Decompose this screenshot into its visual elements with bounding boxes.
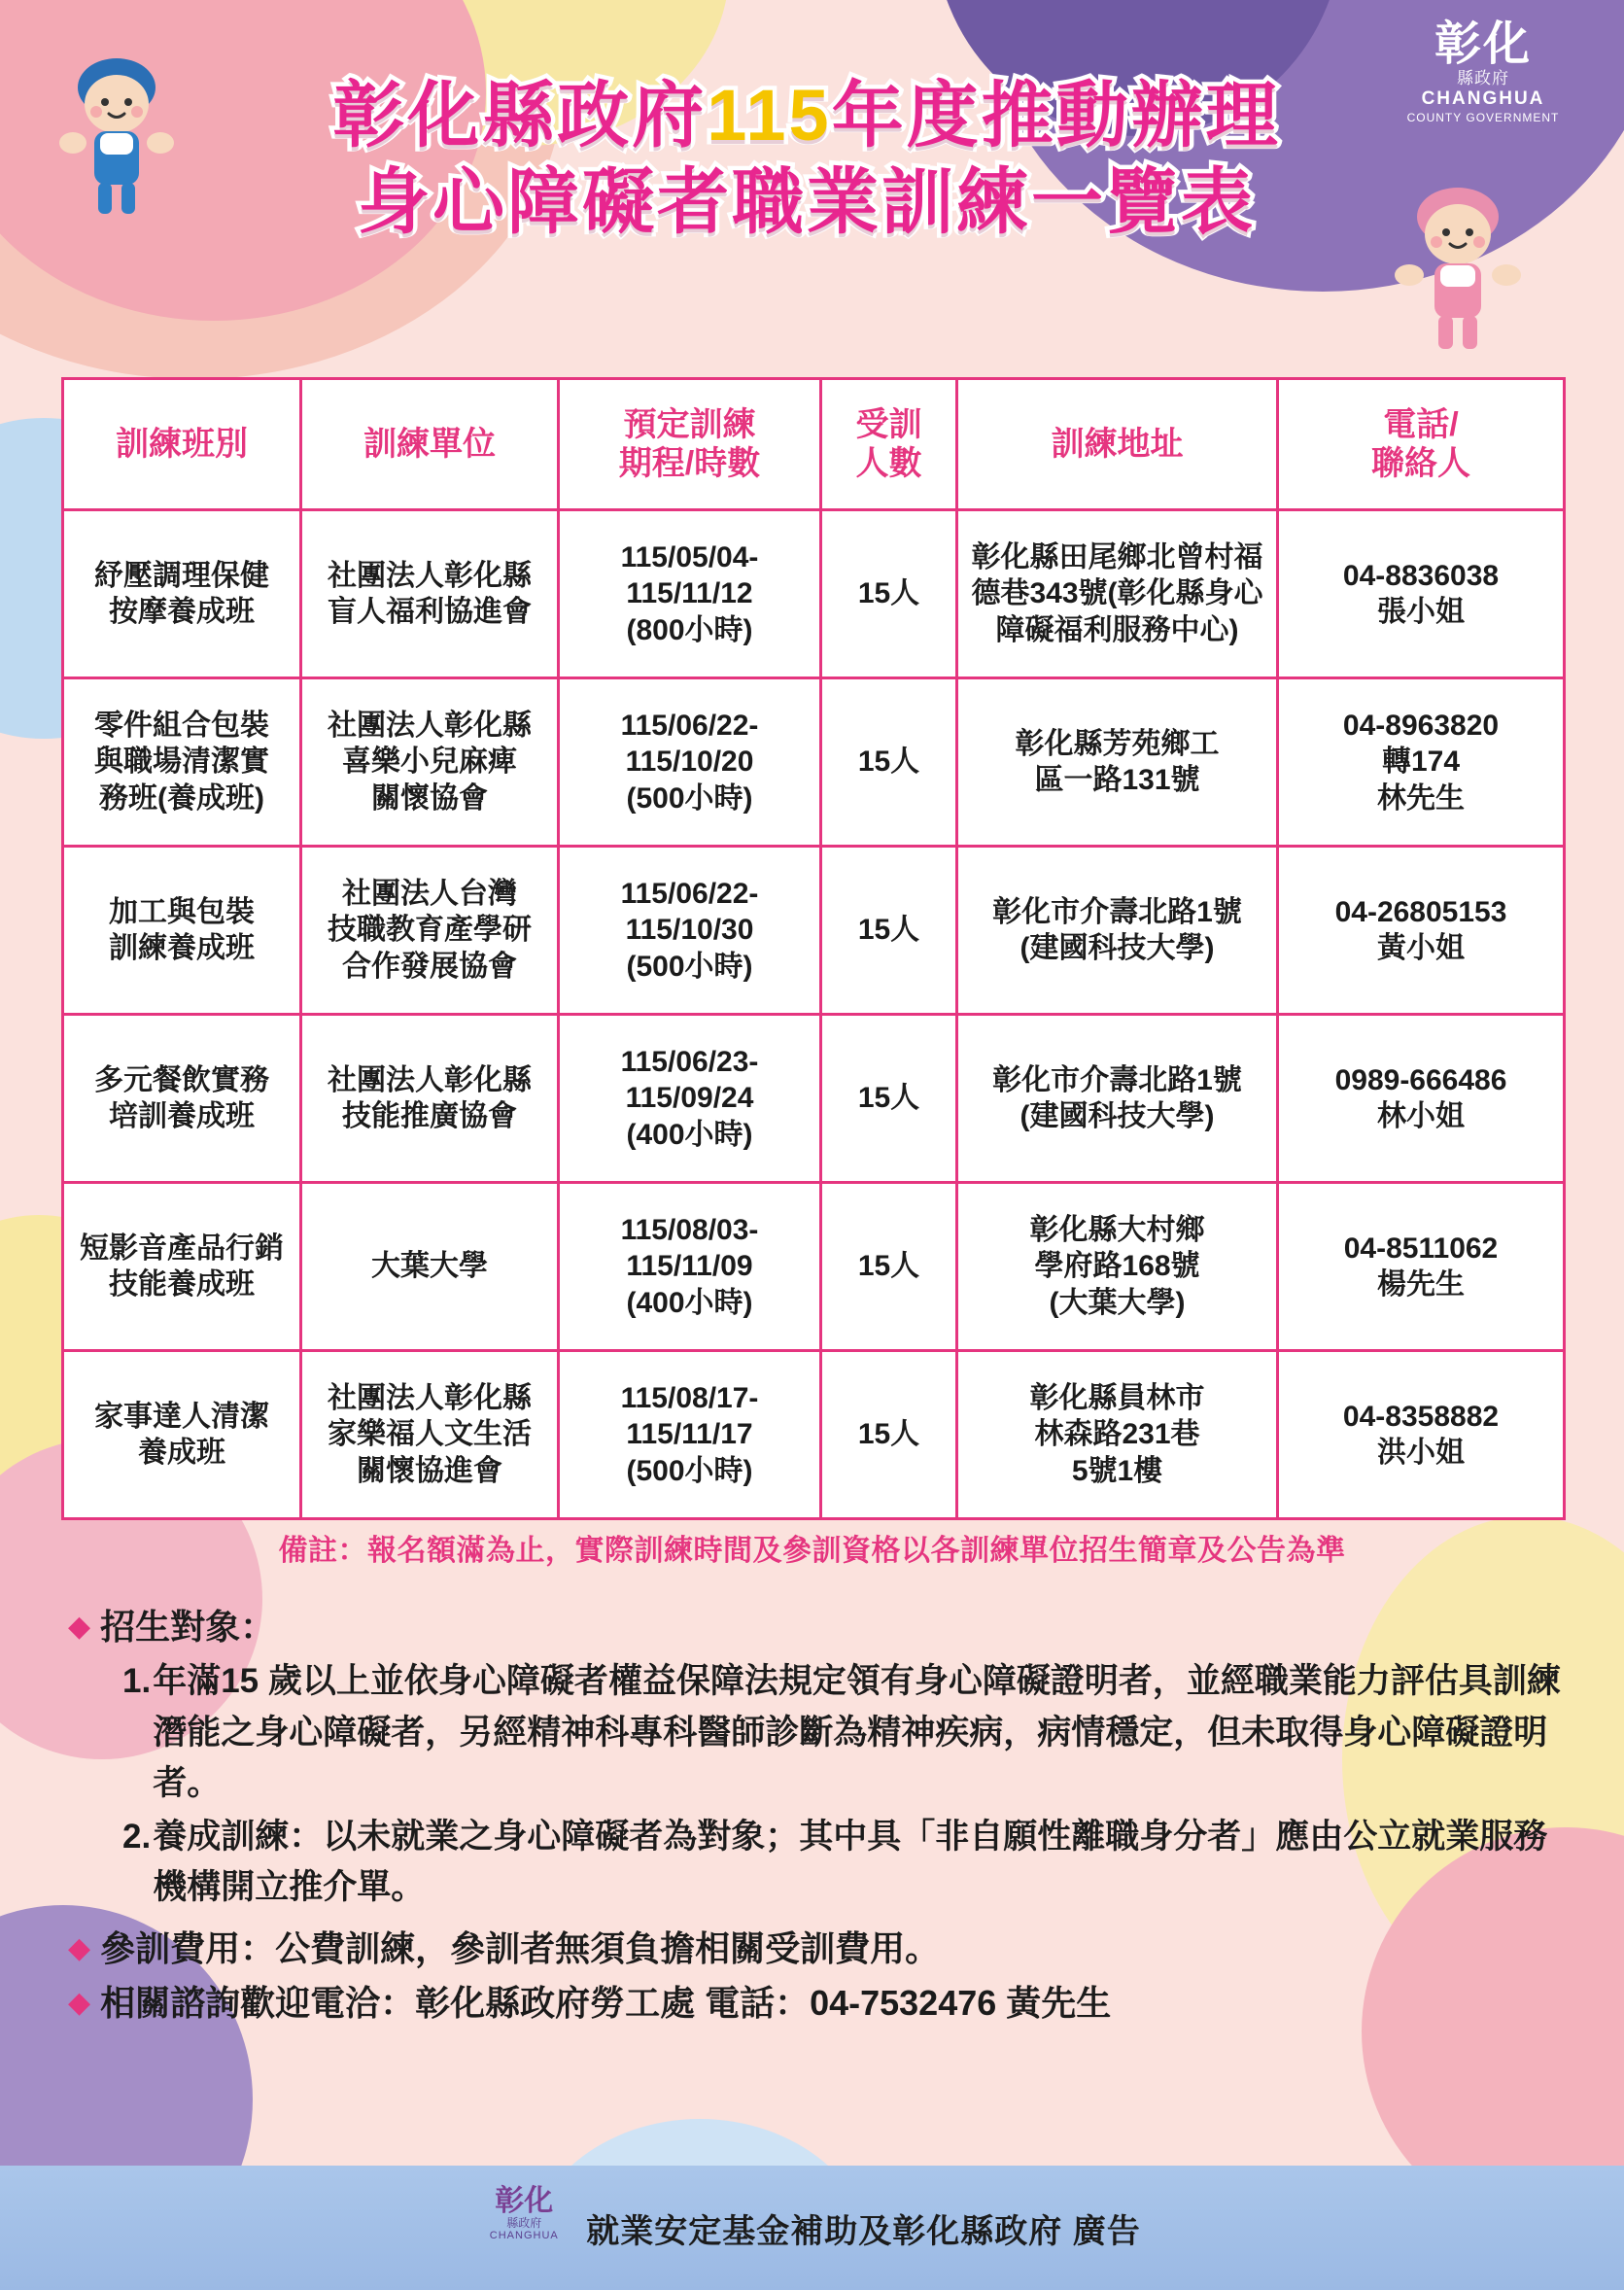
- poster-footer: [0, 2166, 1624, 2290]
- title-line-2: 身心障礙者職業訓練一覽表: [358, 160, 1256, 242]
- table-row: [63, 847, 1565, 1015]
- eligibility-item-1-number: 1.: [122, 1662, 152, 1701]
- column-header-contact: [1278, 379, 1565, 510]
- footer-text: 就業安定基金補助及彰化縣政府 廣告: [586, 2212, 1141, 2250]
- table-row: [63, 1351, 1565, 1519]
- cell-unit: 社團法人台灣 技職教育產學研 合作發展協會: [301, 847, 559, 1015]
- title-line-1: [194, 73, 1419, 159]
- cell-contact: 04-8511062 楊先生: [1278, 1183, 1565, 1351]
- cell-class-name: 加工與包裝 訓練養成班: [63, 847, 301, 1015]
- logo-chinese-sub: 縣政府: [1457, 69, 1509, 87]
- cell-period: 115/06/23- 115/09/24 (400小時): [559, 1015, 821, 1183]
- footer-logo-chinese: 彰化: [495, 2185, 554, 2217]
- column-header-period: [559, 379, 821, 510]
- cell-quota: 15人: [821, 1183, 957, 1351]
- column-header-period-line2: 期程/時數: [618, 445, 761, 482]
- eligibility-item-2-text: 養成訓練：以未就業之身心障礙者為對象；其中具「非自願性離職身分者」應由公立就業服務機構開立推介單。: [153, 1817, 1548, 1907]
- title-part-2: 年度推動辦理: [831, 75, 1281, 156]
- footer-logo-sub: 縣政府: [506, 2216, 542, 2230]
- cell-address: 彰化縣田尾鄉北曾村福 德巷343號(彰化縣身心 障礙福利服務中心): [957, 510, 1278, 678]
- eligibility-item-2-number: 2.: [122, 1817, 152, 1856]
- column-header-quota: [821, 379, 957, 510]
- mascot-left-icon: [53, 53, 180, 224]
- cell-class-name: 零件組合包裝 與職場清潔實 務班(養成班): [63, 678, 301, 847]
- eligibility-sub-list: [122, 1656, 1570, 1914]
- bullet-fee: [68, 1924, 1570, 1974]
- cell-address: 彰化縣員林市 林森路231巷 5號1樓: [957, 1351, 1278, 1519]
- cell-class-name: 多元餐飲實務 培訓養成班: [63, 1015, 301, 1183]
- title-part-1: 彰化縣政府: [332, 75, 708, 156]
- cell-quota: 15人: [821, 1015, 957, 1183]
- cell-class-name: 家事達人清潔 養成班: [63, 1351, 301, 1519]
- cell-unit: 社團法人彰化縣 家樂福人文生活 關懷協進會: [301, 1351, 559, 1519]
- column-header-class: 訓練班別: [63, 379, 301, 510]
- cell-address: 彰化縣大村鄉 學府路168號 (大葉大學): [957, 1183, 1278, 1351]
- cell-address: 彰化縣芳苑鄉工 區一路131號: [957, 678, 1278, 847]
- bullet-contact-text: 相關諮詢歡迎電洽：彰化縣政府勞工處 電話：04-7532476 黃先生: [100, 1982, 1112, 2023]
- table-note: 備註：報名額滿為止，實際訓練時間及參訓資格以各訓練單位招生簡章及公告為準: [278, 1535, 1346, 1567]
- bullet-contact: [68, 1978, 1570, 2029]
- eligibility-item-2: [122, 1812, 1570, 1914]
- column-header-period-line1: 預定訓練: [623, 405, 756, 443]
- training-table-container: [61, 377, 1563, 1520]
- cell-period: 115/06/22- 115/10/20 (500小時): [559, 678, 821, 847]
- column-header-unit: 訓練單位: [301, 379, 559, 510]
- diamond-icon-fee: ◆: [68, 1931, 91, 1964]
- cell-class-name: 紓壓調理保健 按摩養成班: [63, 510, 301, 678]
- table-row: [63, 510, 1565, 678]
- cell-period: 115/05/04- 115/11/12 (800小時): [559, 510, 821, 678]
- table-header-row: [63, 379, 1565, 510]
- cell-quota: 15人: [821, 847, 957, 1015]
- logo-english-name: CHANGHUA: [1421, 88, 1545, 110]
- cell-quota: 15人: [821, 510, 957, 678]
- cell-address: 彰化市介壽北路1號 (建國科技大學): [957, 847, 1278, 1015]
- column-header-quota-line1: 受訓: [855, 405, 922, 443]
- mascot-right-icon: [1390, 180, 1526, 360]
- changhua-county-logo: [1381, 18, 1585, 138]
- bullet-eligibility-title: 招生對象：: [100, 1607, 276, 1647]
- bullet-fee-text: 參訓費用：公費訓練，參訓者無須負擔相關受訓費用。: [100, 1927, 941, 1968]
- cell-period: 115/08/03- 115/11/09 (400小時): [559, 1183, 821, 1351]
- cell-contact: 04-8963820 轉174 林先生: [1278, 678, 1565, 847]
- poster-title: [194, 73, 1419, 246]
- table-row: [63, 678, 1565, 847]
- cell-contact: 04-8836038 張小姐: [1278, 510, 1565, 678]
- table-row: [63, 1183, 1565, 1351]
- logo-chinese-name: 彰化: [1434, 18, 1532, 70]
- cell-contact: 04-26805153 黃小姐: [1278, 847, 1565, 1015]
- eligibility-item-1: [122, 1656, 1570, 1810]
- diamond-icon-contact: ◆: [68, 1986, 91, 2019]
- cell-quota: 15人: [821, 1351, 957, 1519]
- cell-unit: 社團法人彰化縣 盲人福利協進會: [301, 510, 559, 678]
- column-header-contact-line2: 聯絡人: [1371, 445, 1470, 482]
- column-header-contact-line1: 電話/: [1383, 405, 1459, 443]
- bullet-eligibility: [68, 1602, 1570, 1652]
- cell-contact: 0989-666486 林小姐: [1278, 1015, 1565, 1183]
- footer-logo: [483, 2187, 565, 2269]
- info-bullets: [68, 1602, 1570, 2032]
- cell-address: 彰化市介壽北路1號 (建國科技大學): [957, 1015, 1278, 1183]
- cell-quota: 15人: [821, 678, 957, 847]
- training-course-table: [61, 377, 1566, 1520]
- logo-english-sub: COUNTY GOVERNMENT: [1406, 111, 1560, 125]
- column-header-quota-line2: 人數: [855, 445, 922, 482]
- cell-unit: 大葉大學: [301, 1183, 559, 1351]
- table-row: [63, 1015, 1565, 1183]
- cell-period: 115/08/17- 115/11/17 (500小時): [559, 1351, 821, 1519]
- cell-class-name: 短影音產品行銷 技能養成班: [63, 1183, 301, 1351]
- diamond-icon: ◆: [68, 1611, 91, 1643]
- poster-header: [0, 0, 1624, 360]
- cell-contact: 04-8358882 洪小姐: [1278, 1351, 1565, 1519]
- footer-logo-english: CHANGHUA: [489, 2230, 559, 2242]
- cell-unit: 社團法人彰化縣 技能推廣協會: [301, 1015, 559, 1183]
- eligibility-item-1-text: 年滿15 歲以上並依身心障礙者權益保障法規定領有身心障礙證明者，並經職業能力評估具訓練潛能之身心障礙者，另經精神科專科醫師診斷為精神疾病，病情穩定，但未取得身心障礙證明者。: [153, 1662, 1561, 1803]
- column-header-address: 訓練地址: [957, 379, 1278, 510]
- cell-unit: 社團法人彰化縣 喜樂小兒麻痺 關懷協會: [301, 678, 559, 847]
- title-year: 115: [707, 75, 832, 156]
- table-body: [63, 510, 1565, 1519]
- cell-period: 115/06/22- 115/10/30 (500小時): [559, 847, 821, 1015]
